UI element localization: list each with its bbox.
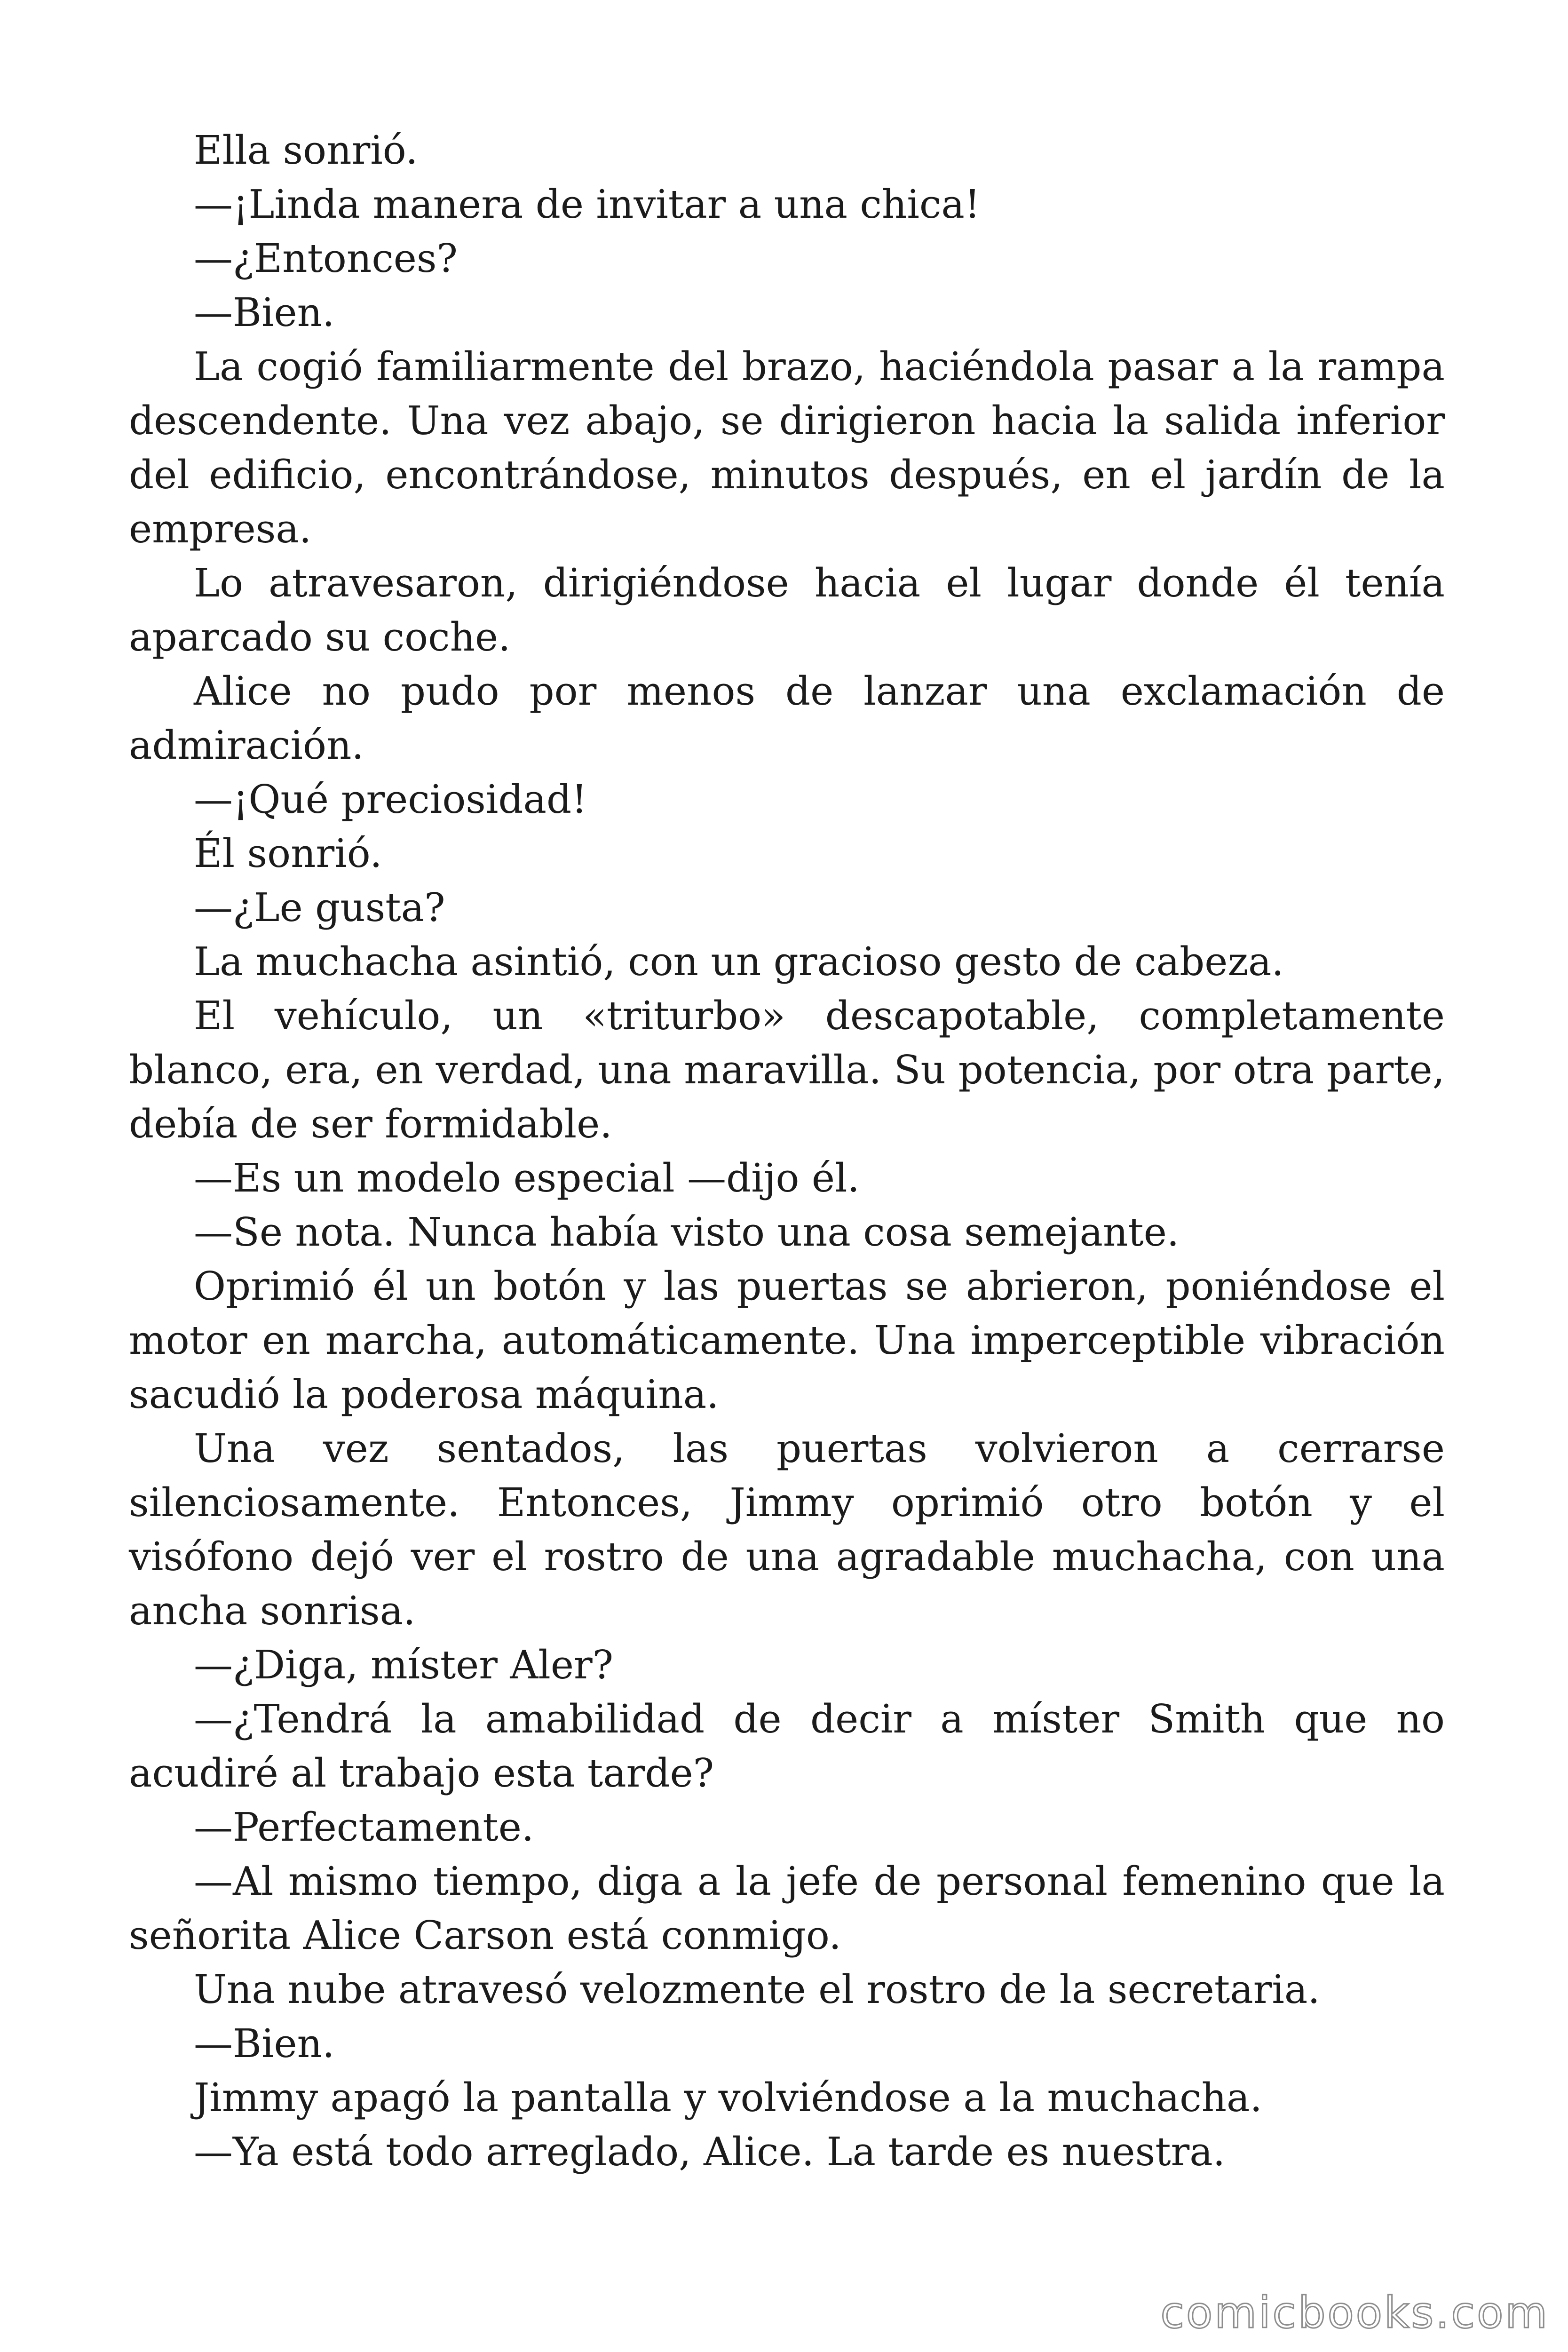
paragraph: Lo atravesaron, dirigiéndose hacia el lugar donde él tenía aparcado su coche. xyxy=(129,560,1445,660)
paragraph: —Perfectamente. xyxy=(194,1804,534,1850)
paragraph: —¿Tendrá la amabilidad de decir a míster Smith que no acudiré al trabajo esta tarde? xyxy=(129,1696,1445,1796)
watermark: comicbooks.com xyxy=(1160,2288,1549,2338)
paragraph: —Se nota. Nunca había visto una cosa semejante. xyxy=(194,1209,1180,1255)
paragraph: Oprimió él un botón y las puertas se abrieron, poniéndose el motor en marcha, automáticamente. Una imperceptible vibración sacudió la poderosa máquina. xyxy=(129,1263,1445,1417)
paragraph: —¡Qué preciosidad! xyxy=(194,777,587,822)
paragraph: —Al mismo tiempo, diga a la jefe de personal femenino que la señorita Alice Carson está conmigo. xyxy=(129,1859,1445,1958)
paragraph: El vehículo, un «triturbo» descapotable, completamente blanco, era, en verdad, una maravilla. Su potencia, por otra parte, debía de ser formidable. xyxy=(129,993,1445,1147)
paragraph: Una nube atravesó velozmente el rostro de la secretaria. xyxy=(194,1967,1320,2012)
paragraph: —Bien. xyxy=(194,290,335,335)
paragraph: —Ya está todo arreglado, Alice. La tarde es nuestra. xyxy=(194,2129,1226,2175)
paragraph: Él sonrió. xyxy=(194,831,382,876)
paragraph: —¿Le gusta? xyxy=(194,885,445,930)
paragraph: —Es un modelo especial —dijo él. xyxy=(194,1155,860,1201)
paragraph: Alice no pudo por menos de lanzar una exclamación de admiración. xyxy=(129,668,1445,768)
paragraph: Una vez sentados, las puertas volvieron a cerrarse silenciosamente. Entonces, Jimmy oprimió otro botón y el visófono dejó ver el rostro de una agradable muchacha, con una ancha sonrisa. xyxy=(129,1426,1445,1634)
paragraph: —Bien. xyxy=(194,2021,335,2066)
paragraph: —¡Linda manera de invitar a una chica! xyxy=(194,182,981,227)
paragraph: La cogió familiarmente del brazo, haciéndola pasar a la rampa descendente. Una vez abajo, se dirigieron hacia la salida inferior del edificio, encontrándose, minutos después, en el jardín de la empresa. xyxy=(129,344,1445,552)
paragraph: —¿Diga, míster Aler? xyxy=(194,1642,614,1688)
body-text xyxy=(129,123,1445,2179)
paragraph: La muchacha asintió, con un gracioso gesto de cabeza. xyxy=(194,939,1284,985)
paragraph: Ella sonrió. xyxy=(194,127,418,173)
paragraph: —¿Entonces? xyxy=(194,236,458,281)
paragraph: Jimmy apagó la pantalla y volviéndose a la muchacha. xyxy=(194,2075,1262,2121)
